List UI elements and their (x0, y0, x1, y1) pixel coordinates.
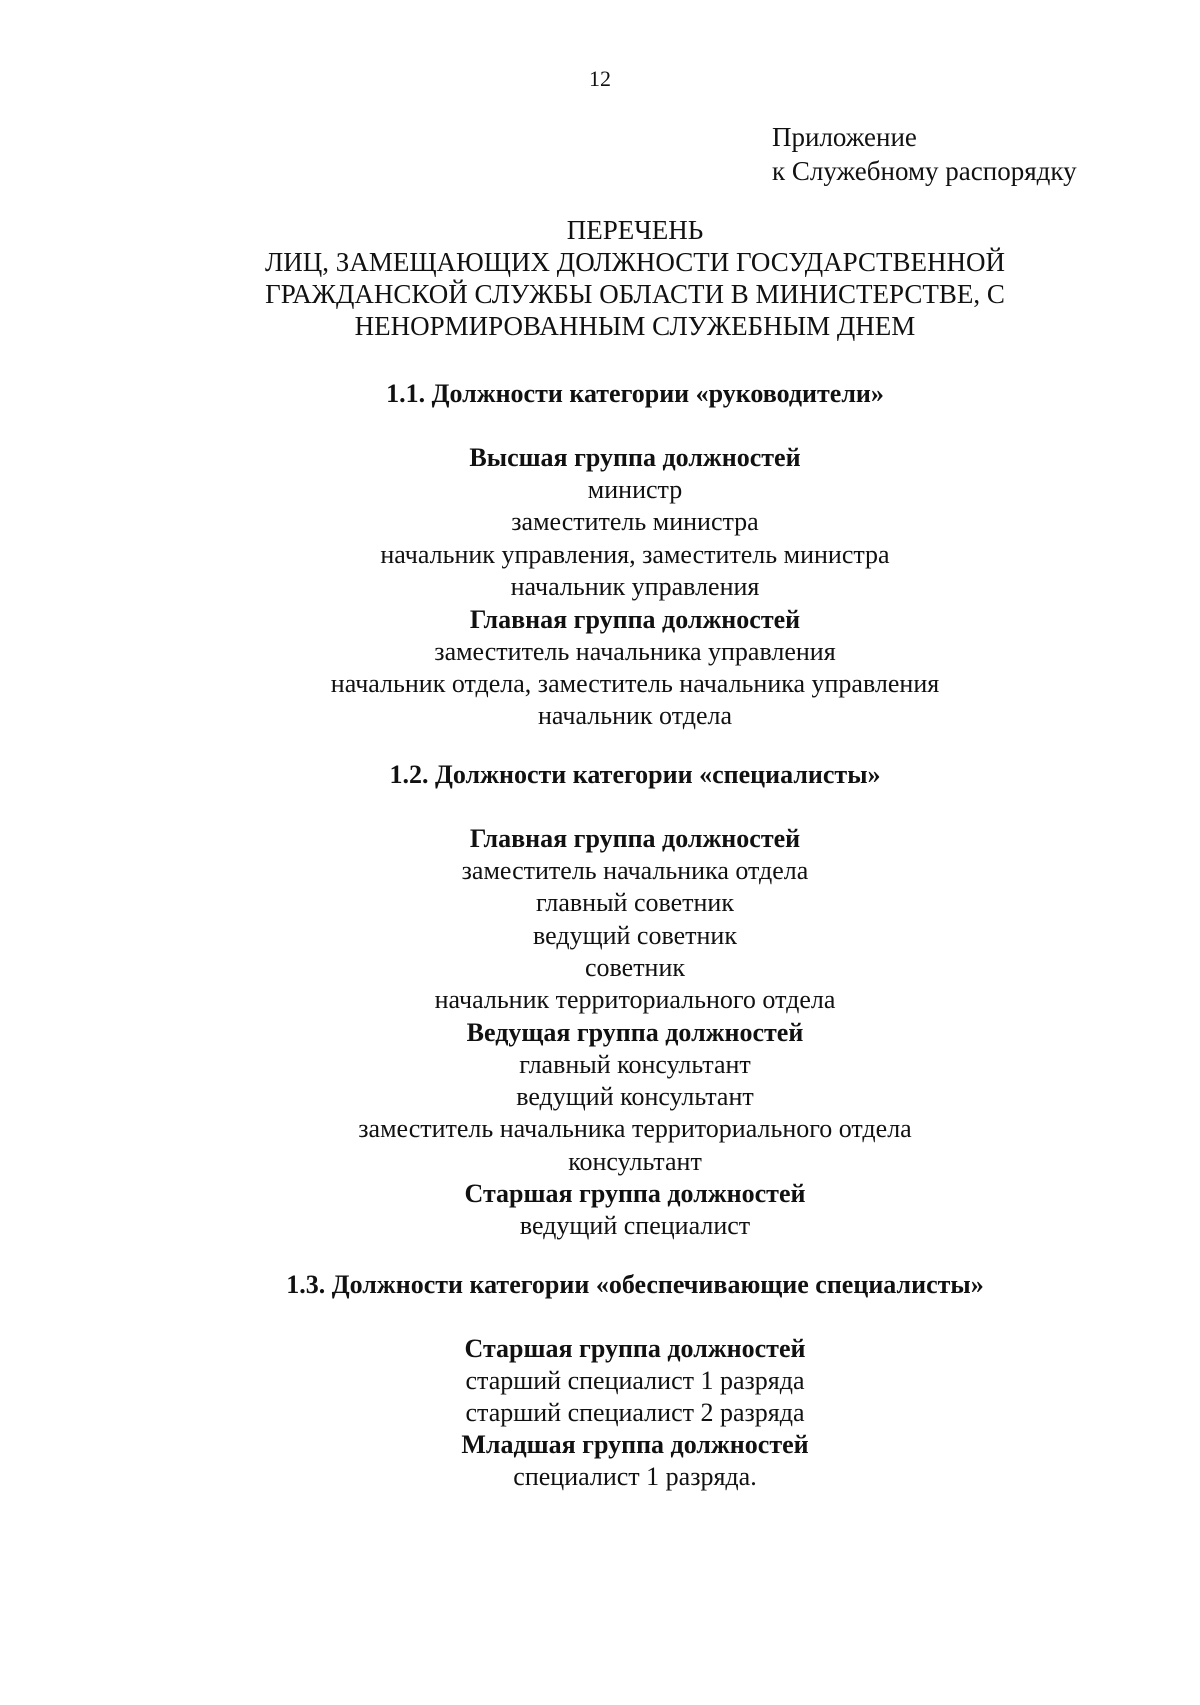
section-heading-support-specialists: 1.3. Должности категории «обеспечивающие специалисты» (286, 1269, 984, 1299)
position-item: советник (584, 952, 686, 982)
group-heading: Ведущая группа должностей (466, 1017, 804, 1047)
position-item: ведущий специалист (519, 1211, 751, 1241)
position-item: заместитель начальника отдела (461, 855, 809, 885)
position-item: начальник отдела (537, 701, 732, 731)
positions-list (0, 378, 1200, 1494)
position-item: ведущий консультант (516, 1082, 754, 1112)
appendix-line-1: Приложение (772, 122, 917, 152)
group-heading: Главная группа должностей (469, 604, 801, 634)
position-item: заместитель начальника управления (434, 636, 836, 666)
section-heading-specialists: 1.2. Должности категории «специалисты» (389, 759, 881, 789)
position-item: главный советник (536, 888, 734, 918)
title-line-3: ГРАЖДАНСКОЙ СЛУЖБЫ ОБЛАСТИ В МИНИСТЕРСТВЕ, С (265, 279, 1005, 309)
position-item: начальник управления, заместитель министра (380, 539, 890, 569)
title-line-2: ЛИЦ, ЗАМЕЩАЮЩИХ ДОЛЖНОСТИ ГОСУДАРСТВЕННОЙ (264, 247, 1006, 277)
position-item: начальник территориального отдела (434, 985, 836, 1015)
position-item: заместитель министра (511, 507, 759, 537)
group-heading: Главная группа должностей (469, 823, 801, 853)
document-title (0, 214, 1200, 342)
section-heading-leaders: 1.1. Должности категории «руководители» (386, 379, 884, 408)
position-item: начальник управления (510, 572, 760, 602)
appendix-line-2: к Служебному распорядку (772, 156, 1077, 186)
position-item: старший специалист 1 разряда (465, 1365, 805, 1395)
position-item: заместитель начальника территориального отдела (358, 1114, 912, 1144)
position-item: старший специалист 2 разряда (465, 1398, 805, 1428)
position-item: министр (587, 475, 683, 504)
group-heading: Старшая группа должностей (464, 1179, 806, 1209)
title-line-4: НЕНОРМИРОВАННЫМ СЛУЖЕБНЫМ ДНЕМ (354, 311, 916, 341)
position-item: главный консультант (519, 1049, 751, 1079)
group-heading: Высшая группа должностей (469, 443, 801, 472)
page-number: 12 (589, 66, 611, 91)
position-item: специалист 1 разряда. (513, 1462, 757, 1492)
group-heading: Старшая группа должностей (464, 1333, 806, 1363)
title-line-1: ПЕРЕЧЕНЬ (566, 215, 704, 245)
position-item: консультант (568, 1146, 702, 1176)
appendix-note (772, 120, 1077, 188)
position-item: ведущий советник (533, 920, 737, 950)
group-heading: Младшая группа должностей (461, 1430, 809, 1460)
position-item: начальник отдела, заместитель начальника управления (330, 668, 940, 698)
